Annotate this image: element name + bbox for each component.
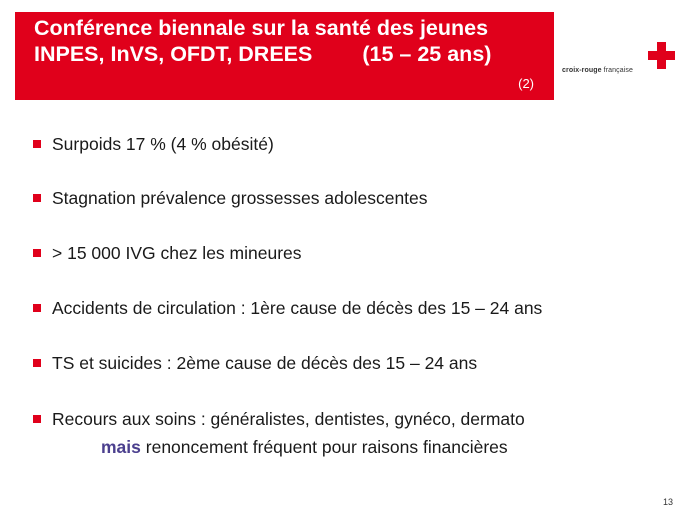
page-number: 13	[662, 497, 673, 507]
bullet-square-icon	[33, 194, 41, 202]
bullet-text: Accidents de circulation : 1ère cause de décès des 15 – 24 ans	[52, 298, 543, 318]
bullet-square-icon	[33, 304, 41, 312]
croix-rouge-logo	[562, 42, 680, 82]
title-organizations: INPES, InVS, OFDT, DREES	[34, 42, 313, 66]
bullet-text: Recours aux soins : généralistes, dentistes, gynéco, dermato	[52, 409, 525, 429]
title-banner	[15, 12, 554, 100]
bullet-text: Surpoids 17 % (4 % obésité)	[52, 134, 274, 154]
bullet-text: TS et suicides : 2ème cause de décès des 15 – 24 ans	[52, 353, 478, 373]
slide-title-line-1: Conférence biennale sur la santé des jeunes	[34, 16, 489, 40]
slide-title-line-2	[34, 41, 491, 67]
bullet-continuation	[101, 435, 508, 459]
bullet-square-icon	[33, 359, 41, 367]
bullet-text: Stagnation prévalence grossesses adolescentes	[52, 188, 428, 208]
logo-wordmark-part2: française	[601, 67, 633, 74]
emphasis-word: mais	[101, 437, 141, 457]
logo-wordmark	[562, 67, 633, 74]
logo-wordmark-part1: croix-rouge	[562, 67, 602, 74]
bullet-square-icon	[33, 415, 41, 423]
title-age-range: (15 – 25 ans)	[362, 42, 492, 66]
bullet-text: > 15 000 IVG chez les mineures	[52, 243, 302, 263]
bullet-square-icon	[33, 140, 41, 148]
continuation-text: renoncement fréquent pour raisons financières	[140, 437, 508, 457]
title-part-label: (2)	[518, 76, 534, 91]
red-cross-icon	[648, 42, 675, 69]
bullet-square-icon	[33, 249, 41, 257]
